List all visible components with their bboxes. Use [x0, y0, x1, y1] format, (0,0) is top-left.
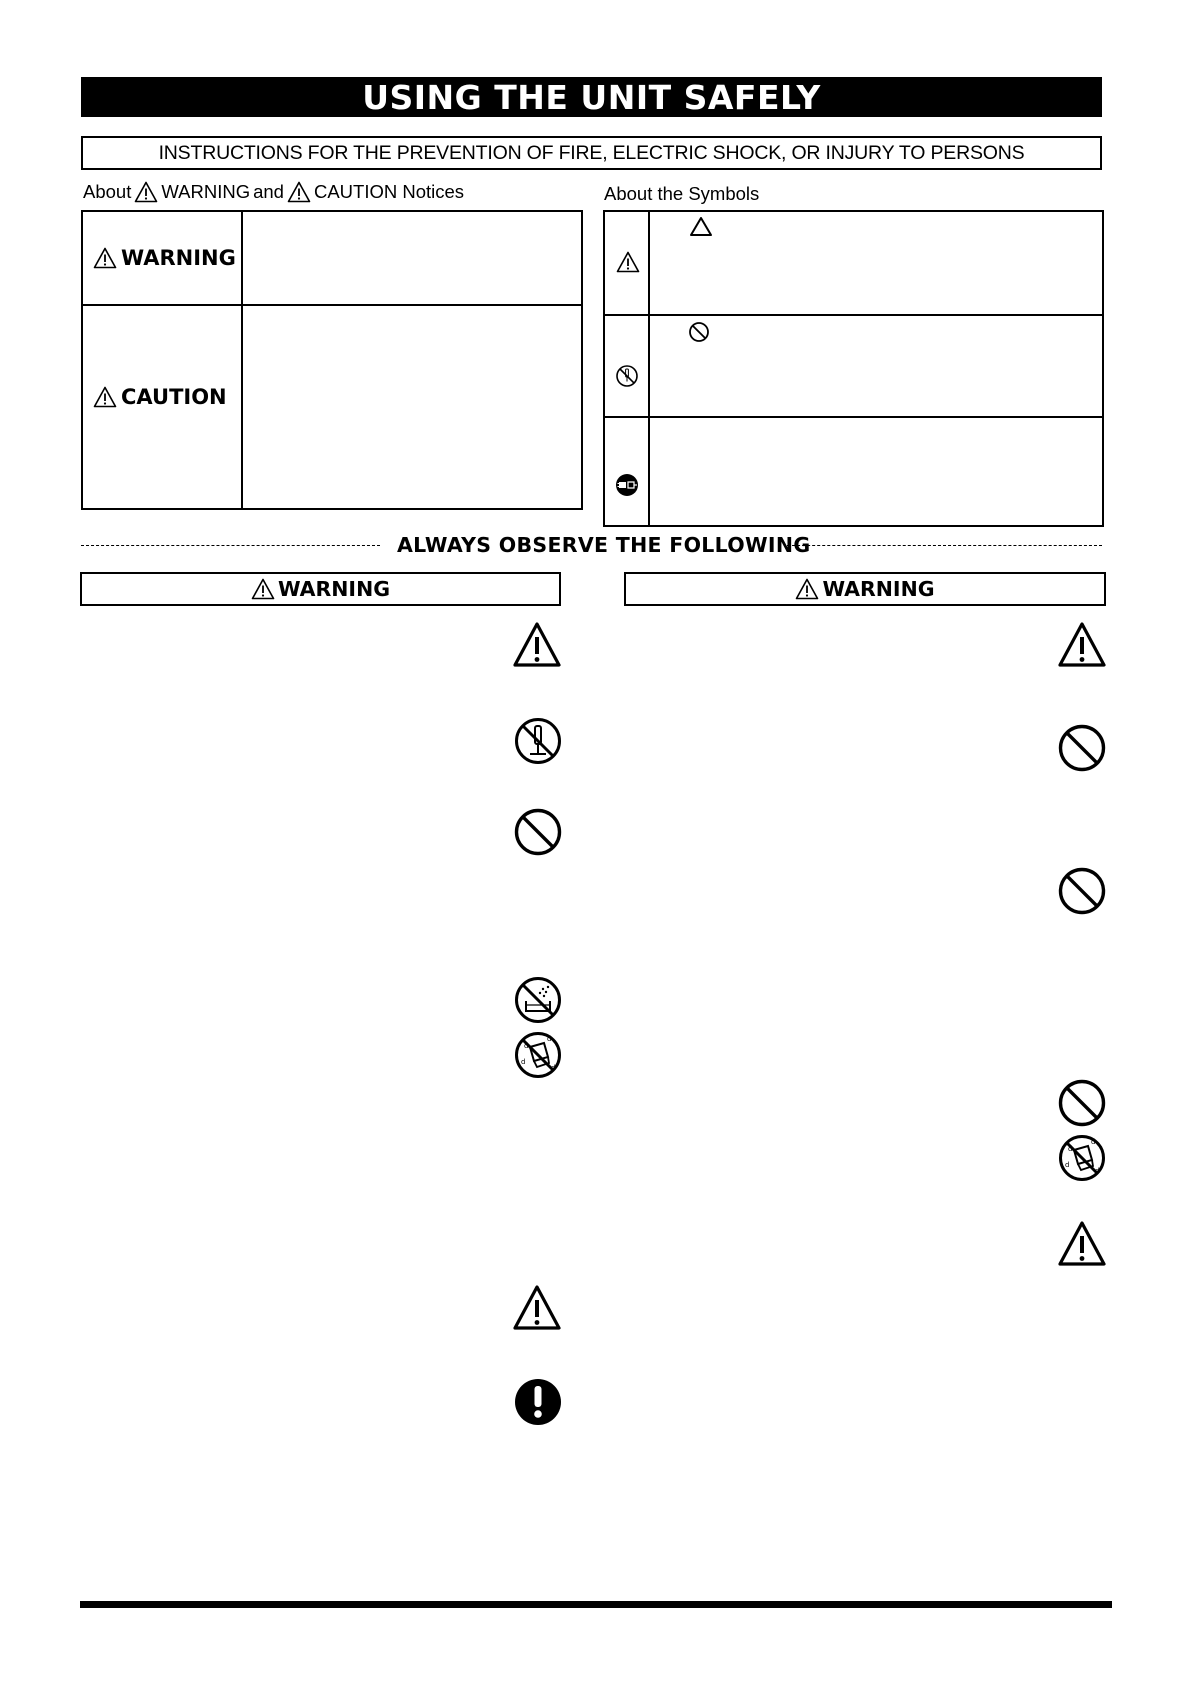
- caution-label: [93, 385, 227, 409]
- warning-triangle-icon: [93, 247, 117, 269]
- prohibited-icon: [1057, 866, 1107, 916]
- prohibited-circle-icon: [688, 321, 710, 343]
- symbol-table: [603, 210, 1104, 527]
- prohibited-icon: [513, 807, 563, 857]
- warning-triangle-icon: [512, 620, 562, 670]
- warning-triangle-icon: [251, 578, 275, 600]
- notices-heading: [83, 181, 464, 203]
- warning-triangle-icon: [134, 181, 158, 203]
- symbol-table-row-line: [605, 416, 1104, 418]
- warning-label-text: WARNING: [121, 246, 236, 270]
- symbol-table-divider: [648, 212, 650, 525]
- mandatory-action-icon: [513, 1377, 563, 1427]
- heading-warning: WARNING: [161, 181, 251, 202]
- heading-caution: CAUTION Notices: [313, 181, 465, 202]
- warning-triangle-icon: [1057, 620, 1107, 670]
- heading-about: About: [83, 181, 132, 202]
- symbols-heading-text: About the Symbols: [604, 183, 760, 204]
- prohibited-icon: [1057, 723, 1107, 773]
- notice-table: [81, 210, 583, 510]
- warning-triangle-icon: [512, 1283, 562, 1333]
- page-title: USING THE UNIT SAFELY: [362, 77, 821, 117]
- right-warning-label: [795, 577, 934, 601]
- warning-triangle-icon: [287, 181, 311, 203]
- page-title-bar: [81, 77, 1102, 117]
- notice-divider: [241, 212, 243, 508]
- prohibited-icon: [1057, 1078, 1107, 1128]
- dashed-rule-left: [81, 545, 380, 546]
- warning-label: [93, 246, 236, 270]
- disassembly-prohibited-icon: [513, 716, 563, 766]
- unplug-icon: [615, 473, 639, 497]
- dashed-rule-right: [787, 545, 1102, 546]
- observe-heading: ALWAYS OBSERVE THE FOLLOWING: [397, 533, 811, 557]
- warning-triangle-icon: [1057, 1219, 1107, 1269]
- no-water-exposure-icon: [513, 975, 563, 1025]
- symbol-table-row-line: [605, 314, 1104, 316]
- left-warning-box: [80, 572, 561, 606]
- heading-and: and: [253, 181, 284, 202]
- no-shock-icon: [1057, 1133, 1107, 1183]
- no-shock-icon: [513, 1030, 563, 1080]
- warning-triangle-icon: [795, 578, 819, 600]
- right-warning-box: [624, 572, 1106, 606]
- warning-triangle-icon: [93, 386, 117, 408]
- subtitle-box: [81, 136, 1102, 170]
- symbols-heading: [604, 183, 759, 205]
- left-warning-text: WARNING: [277, 577, 391, 601]
- bottom-rule: [80, 1601, 1112, 1608]
- subtitle: INSTRUCTIONS FOR THE PREVENTION OF FIRE, ELECTRIC SHOCK, OR INJURY TO PERSONS: [158, 141, 1025, 164]
- disassembly-prohibited-icon: [615, 364, 639, 388]
- caution-label-text: CAUTION: [121, 385, 227, 409]
- right-warning-text: WARNING: [822, 577, 935, 601]
- triangle-outline-icon: [688, 216, 714, 238]
- warning-triangle-icon: [616, 251, 640, 273]
- left-warning-label: [251, 577, 390, 601]
